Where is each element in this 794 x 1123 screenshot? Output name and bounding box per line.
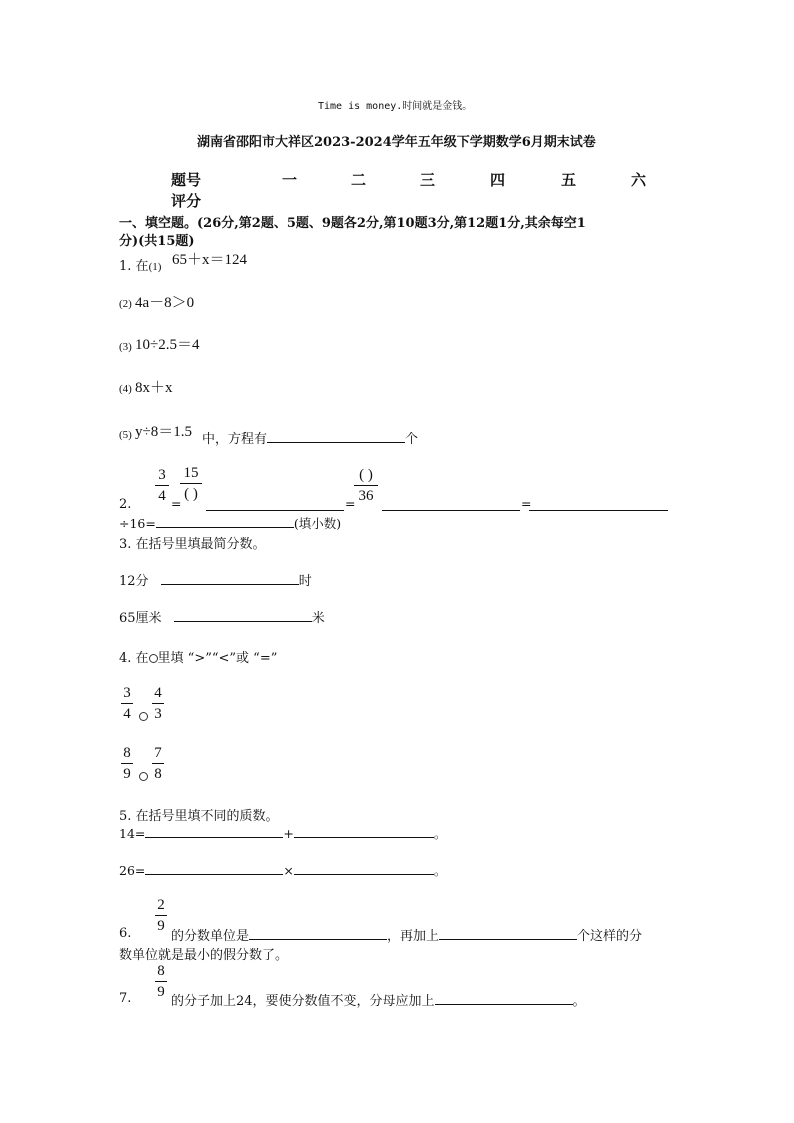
- q1-prefix: 在: [135, 259, 149, 274]
- column-1: 一: [282, 171, 298, 189]
- q1-item1-expr: 65＋x＝124: [172, 252, 248, 268]
- q2-equals-3: =: [521, 496, 532, 511]
- q2-equals-1: =: [171, 496, 182, 511]
- q4-pair2-left-fraction: 8 9: [121, 744, 133, 783]
- q2-answer-blank-2[interactable]: [382, 498, 520, 511]
- q7-text1: 的分子加上24，要使分数值不变，分母应加上: [171, 994, 435, 1009]
- q1-item5-mark: (5): [119, 429, 132, 441]
- q4-pair1-right-fraction: 4 3: [152, 684, 164, 723]
- column-4: 四: [490, 171, 506, 189]
- q1-item1-mark: (1): [148, 261, 162, 273]
- q7-number: 7.: [119, 991, 132, 1006]
- q7-end: 。: [572, 994, 586, 1009]
- q4-text-pre: 4. 在: [119, 651, 149, 666]
- q5-answer-blank-3[interactable]: [145, 862, 283, 875]
- section-heading-line2: 分)(共15题): [119, 234, 195, 249]
- q1-item2-expr: 4a－8＞0: [135, 295, 195, 311]
- q6-number: 6.: [119, 926, 132, 941]
- q1-item4-expr: 8x＋x: [135, 380, 173, 396]
- q6-text2: ，再加上: [387, 929, 440, 944]
- q2-line2-prefix: ÷16=: [119, 516, 156, 531]
- q5-row2-left: 26=: [119, 863, 146, 878]
- q2-answer-blank-4[interactable]: [156, 515, 294, 528]
- page-tagline: Time is money.时间就是金钱。: [318, 101, 473, 112]
- q4-pair2-right-fraction: 7 8: [152, 744, 164, 783]
- question-number-label: 题号: [171, 171, 202, 189]
- q5-row2-end: 。: [433, 863, 447, 878]
- q1-mid-text: 中，方程有: [202, 432, 268, 447]
- q6-fraction: 2 9: [155, 896, 167, 935]
- q1-item5-expr: y÷8＝1.5: [135, 424, 192, 440]
- q1-answer-blank[interactable]: [267, 430, 405, 443]
- q4-pair1-left-fraction: 3 4: [121, 684, 133, 723]
- q5-answer-blank-4[interactable]: [294, 862, 434, 875]
- q3-row2-left: 65厘米: [119, 611, 162, 626]
- q2-answer-blank-1[interactable]: [206, 498, 344, 511]
- q5-row1-op: +: [283, 826, 294, 841]
- q4-text-post: 里填 “>”“<”或 “=”: [157, 651, 278, 666]
- q2-fraction-2: 15 ( ): [180, 464, 202, 503]
- q6-text1: 的分数单位是: [171, 929, 250, 944]
- q5-row2-op: ×: [283, 863, 294, 878]
- q2-fraction-3: ( ) 36: [354, 466, 378, 505]
- q4-pair2-compare-circle[interactable]: [139, 772, 148, 781]
- section-heading-line1: 一、填空题。(26分,第2题、5题、9题各2分,第10题3分,第12题1分,其余每空1: [119, 216, 586, 231]
- q5-row1-left: 14=: [119, 826, 146, 841]
- q2-line2-suffix: (填小数): [293, 516, 342, 531]
- q4-pair1-compare-circle[interactable]: [139, 712, 148, 721]
- column-6: 六: [631, 171, 647, 189]
- q1-number: 1.: [119, 259, 132, 274]
- column-2: 二: [351, 171, 367, 189]
- q3-row2-right: 米: [311, 611, 325, 626]
- column-5: 五: [561, 171, 577, 189]
- q3-row1-right: 时: [298, 574, 312, 589]
- q1-item3-mark: (3): [119, 341, 132, 353]
- q3-row1-left: 12分: [119, 574, 149, 589]
- q5-answer-blank-1[interactable]: [145, 825, 283, 838]
- q6-line2: 数单位就是最小的假分数了。: [119, 948, 289, 963]
- exam-title: 湖南省邵阳市大祥区2023-2024学年五年级下学期数学6月期末试卷: [197, 135, 596, 150]
- q1-suffix: 个: [405, 432, 419, 447]
- q5-text: 5. 在括号里填不同的质数。: [119, 809, 279, 824]
- q2-fraction-1: 3 4: [155, 466, 169, 505]
- q2-equals-2: =: [345, 496, 356, 511]
- q3-answer-blank-1[interactable]: [161, 572, 299, 585]
- q3-answer-blank-2[interactable]: [174, 609, 312, 622]
- q5-row1-end: 。: [433, 826, 447, 841]
- score-label: 评分: [171, 192, 202, 210]
- q6-answer-blank-1[interactable]: [249, 927, 387, 940]
- q6-text3: 个这样的分: [577, 929, 643, 944]
- circle-icon: [149, 654, 158, 663]
- q6-answer-blank-2[interactable]: [439, 927, 577, 940]
- q7-answer-blank[interactable]: [435, 992, 573, 1005]
- q2-answer-blank-3[interactable]: [529, 498, 668, 511]
- q5-answer-blank-2[interactable]: [294, 825, 434, 838]
- q2-number: 2.: [119, 497, 132, 512]
- q1-item2-mark: (2): [119, 298, 132, 310]
- column-3: 三: [420, 171, 436, 189]
- q3-text: 3. 在括号里填最简分数。: [119, 537, 266, 552]
- q1-item4-mark: (4): [119, 383, 132, 395]
- q1-item3-expr: 10÷2.5＝4: [135, 337, 200, 353]
- q7-fraction: 8 9: [155, 962, 167, 1001]
